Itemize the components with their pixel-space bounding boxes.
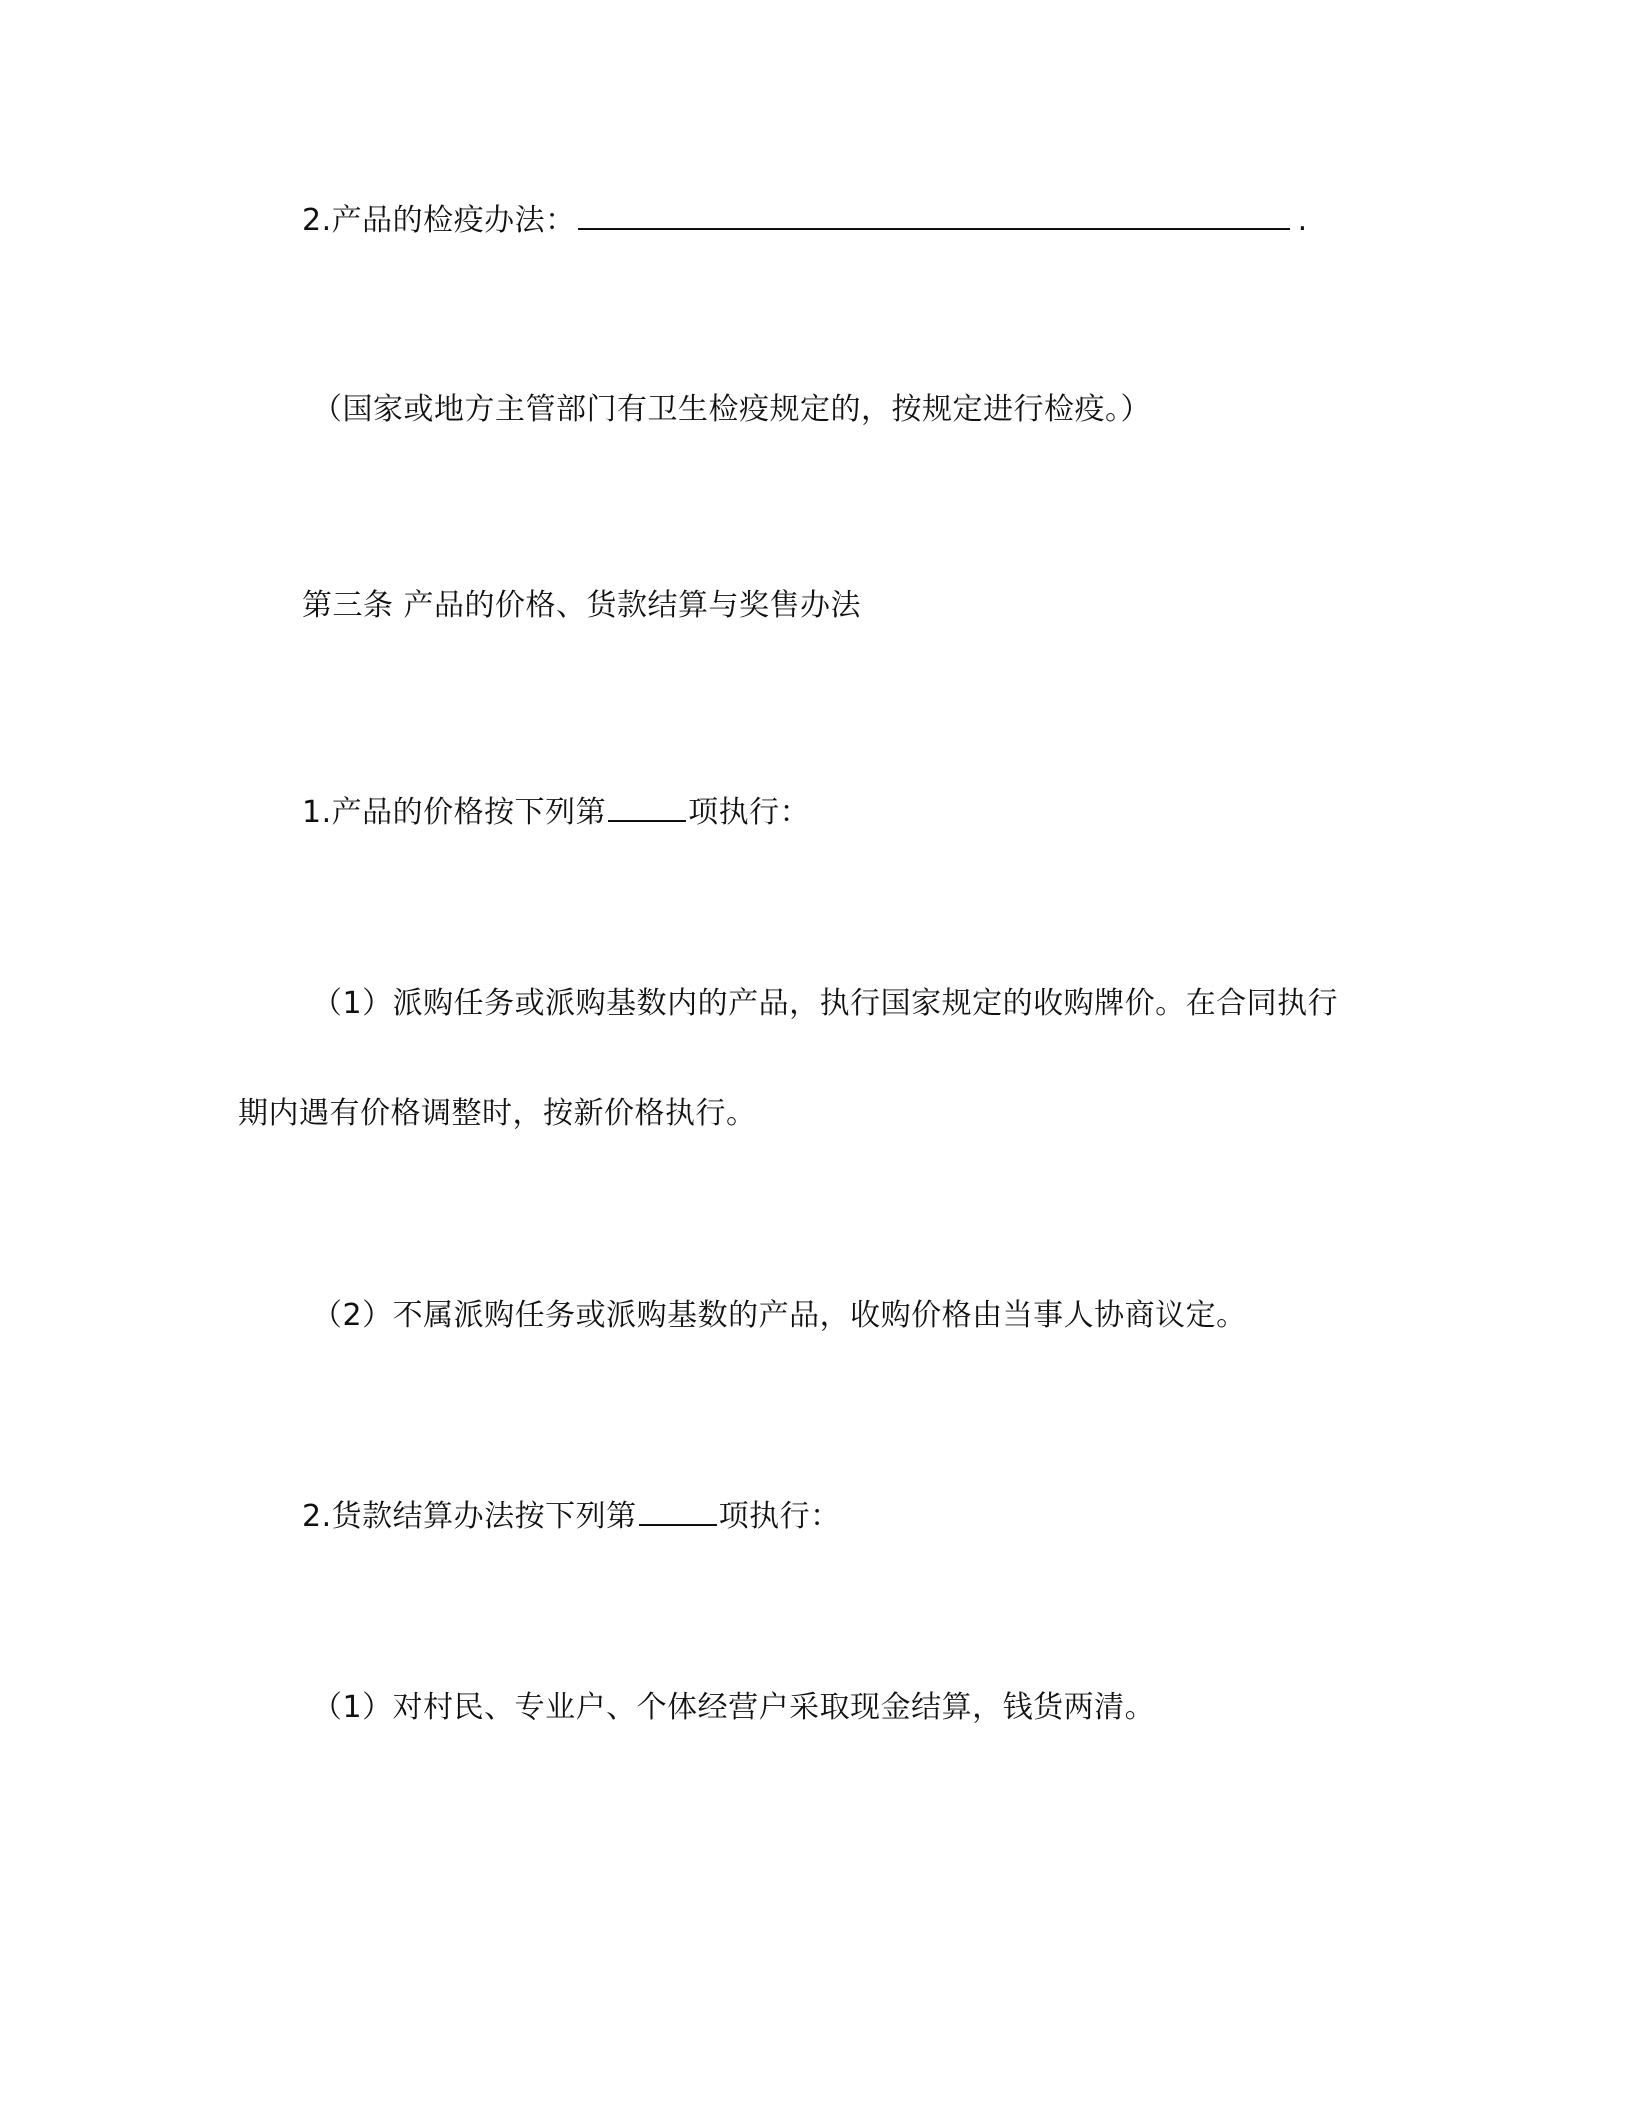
payment-clause-blank[interactable] [639, 1494, 717, 1526]
price-clause-blank[interactable] [608, 790, 686, 822]
payment-clause-after: 项执行： [718, 1499, 841, 1534]
payment-item-1: （1）对村民、专业户、个体经营户采取现金结算，钱货两清。 [312, 1690, 1156, 1725]
price-item-1-line-1: （1）派购任务或派购基数内的产品，执行国家规定的收购牌价。在合同执行 [312, 986, 1339, 1021]
price-clause-after: 项执行： [688, 795, 811, 830]
price-clause-line [302, 790, 810, 833]
inspection-method-period: . [1297, 203, 1308, 238]
inspection-note: （国家或地方主管部门有卫生检疫规定的，按规定进行检疫。） [312, 392, 1151, 427]
article-3-heading: 第三条 产品的价格、货款结算与奖售办法 [302, 588, 862, 623]
inspection-method-label: 2.产品的检疫办法： [302, 203, 576, 238]
price-item-1-line-2: 期内遇有价格调整时，按新价格执行。 [238, 1096, 757, 1131]
payment-clause-before: 2.货款结算办法按下列第 [302, 1499, 637, 1534]
inspection-method-blank[interactable] [578, 198, 1290, 230]
price-clause-before: 1.产品的价格按下列第 [302, 795, 607, 830]
price-item-2: （2）不属派购任务或派购基数的产品，收购价格由当事人协商议定。 [312, 1298, 1247, 1333]
payment-clause-line [302, 1494, 841, 1537]
inspection-method-line [302, 198, 1308, 241]
